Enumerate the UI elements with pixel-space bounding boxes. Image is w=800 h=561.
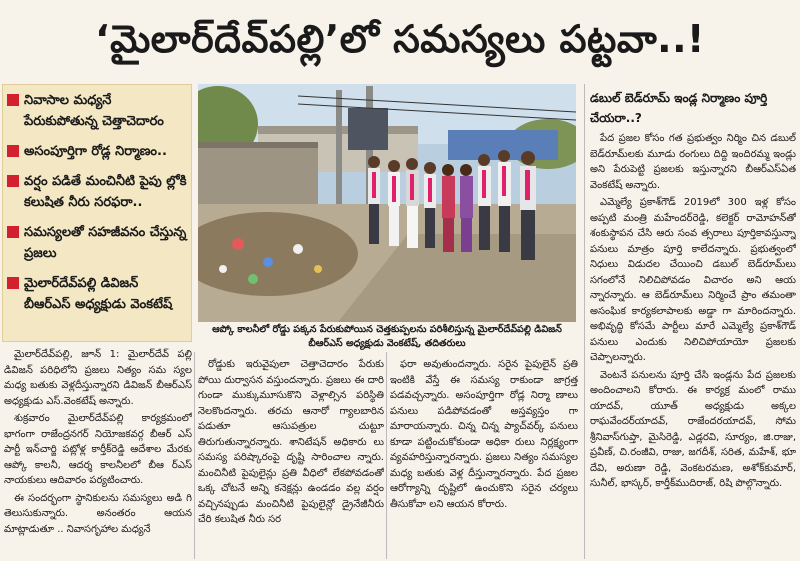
highlight-item [7,273,187,315]
article-column-2 [198,357,384,559]
article-column-4 [590,131,796,559]
article-paragraph: వెంటనే పనులను పూర్తి చేసి ఇండ్లను పేద ప్రజలకు అందించాలని కోరారు. ఈ కార్యక్ర మంలో రాము యాదవ్, యూత్ అధ్యక్షుడు అక్కల రాఘవేందర్‌యాదవ్, రాజేందరయాదవ్, సోమ శ్రీనివాస్‌గుప్తా, మైసిరెడ్డి, ఎడ్లరవి, సూర్యం, జి.రాజు, ప్రవీణ్, చి.రంజీవి, రాజు, జగదీశ్, సరిత, మహేశ్, భూ దేవి, అరుణా రెడ్డి, వెంకటరమణ, అశోక్‌కుమార్, సునీల్, భాస్కర్, కార్తీక్‌ముదిరాజ్, రిషి పొల్గొన్నారు. [590,369,796,489]
article-paragraph: రోడ్డుకు ఇరువైపులా చెత్తాచెదారం పేరుకు పోయి దుర్వాసన వస్తుందన్నారు. ప్రజలు ఈ దారి గుండా ముక్కుమూసుకొని వెళ్లాల్సిన పరిస్థితి నెలకొందన్నారు. తరచు ఆనారో గ్యాలబారిన పడుతూ ఆసుపత్రుల చుట్టూ తిరుగుతున్నారన్నారు. శానిటేషన్ అధికారు లు సమస్య పరిష్కారంపై దృష్టి సారించాల న్నారు. మంచినీటి పైపులైన్లు ప్రతి వీధిలో లేకపోవడంతో ఒక్క చోటనే అన్ని కనెక్షన్లు ఉండడం వల్ల వర్షం వచ్చినప్పుడు మంచినీటి పైపులైన్లో డ్రైనేజీనీరు చేరి కలుషిత నీరు సర [198,359,384,525]
photo-illustration [198,84,576,322]
bullet-square-icon [7,277,19,289]
compound-wall [198,142,318,214]
sidebar-heading: డబుల్ బెడ్‌రూమ్ ఇండ్ల నిర్మాణం పూర్తి చేయరా..? [590,91,768,125]
article-column-1 [4,347,192,559]
highlight-text: వర్షం పడితే మంచినీటి పైపు ల్లోకి కలుషిత నీరు సరఫరా.. [24,174,187,210]
column-divider [386,352,387,559]
article-column-3 [390,357,578,559]
highlights-box [2,84,192,342]
bullet-square-icon [7,145,19,157]
bullet-square-icon [7,175,19,187]
article-paragraph: పేద ప్రజల కోసం గత ప్రభుత్వం నిర్మిం చిన డబుల్ బెడ్‌రూమ్‌లకు మూడు రంగులు దిద్ది ఇందిరమ్మ ఇండ్లు అని పేరుపెట్టి ప్రజలకు ఇస్తున్నారని బీఆర్‌ఎస్‌ఏత వెంకటేష్ అన్నారు. [590,133,796,191]
highlight-item [7,222,187,264]
transformer [348,108,388,150]
article-paragraph: ఎమ్మెల్యే ప్రకాశ్‌గౌడ్ 2019లో 300 ఇళ్ల కోసం అప్పటి మంత్రి మహేందర్‌రెడ్డి, కలెక్టర్ రామోహన్‌తో శంకుస్థాపన చేసి ఆరు సంవ త్సరాలు పూర్తికావస్తున్నా పనులు మాత్రం పూర్తి కాలేదన్నారు. ప్రభుత్వంలో నిధులు విడుదల చేయించి డబుల్ బెడ్‌రూమ్‌లు సగంలోనే నిలిచిపోవడం విచారం అని ఆయ న్నారన్నారు. ఆ బెడ్‌రూమ్‌లు నిర్మించే ప్రాం తమంతా అసంఘిక కార్యకలాపాలకు అడ్డా గా మారిందన్నారు. అభివృద్ధి కోసమే పార్టీలు మారే ఎమ్మెల్యే ప్రకాశ్‌గౌడ్ పనులు ఎందుకు నిలిచిపోయాయో ప్రజలకు చెప్పాలన్నారు. [590,197,796,363]
highlight-text: అసంపూర్తిగా రోడ్ల నిర్మాణం.. [24,144,167,159]
article-paragraph: మైలార్‌దేవ్‌పల్లి, జూన్ 1: మైలార్‌దేవ్ పల్లి డివిజన్ పరిధిలోని ప్రజలు నిత్యం సమ స్యల మధ్య బతుకు వెళ్లదీస్తున్నారని డివిజన్ బీఆర్‌ఎస్ అధ్యక్షుడు ఎస్.వెంకటేష్ అన్నారు. [4,349,192,407]
bullet-square-icon [7,226,19,238]
highlight-text: సమస్యలతో సహజీవనం చేస్తున్న ప్రజలు [24,225,187,261]
column-divider [194,352,195,559]
news-photo [198,84,576,322]
photo-caption: ఆప్కో కాలనీలో రోడ్డు పక్కన పేరుకుపోయిన చెత్తకుప్పలను పరిశీలిస్తున్న మైలార్‌దేవ్‌పల్లి డివిజన్ బీఆర్‌ఎస్ అధ్యక్షుడు వెంకటేష్, తదితరులు [212,324,562,349]
bullet-square-icon [7,94,19,106]
article-paragraph: శుక్రవారం మైలార్‌దేవ్‌పల్లి కార్యక్రమంలో భాగంగా రాజేంద్రనగర్ నియోజకవర్గ బీఆర్ ఎస్ పార్టీ ఇన్‌చార్జి పట్లోళ్ల కార్తీక్‌రెడ్డి ఆదేశాల మేరకు ఆప్కో కాలనీ, ఆదర్శ కాలనీలలో బీఆ ర్‌ఎస్ నాయకులు ఆదివారం పర్యటించారు. [4,413,192,486]
article-paragraph: ఈ సందర్భంగా స్థానికులను సమస్యలు అడి గి తెలుసుకున్నారు. అనంతరం ఆయన మాట్లాడుతూ .. నివాసగృహాల మధ్యనే [4,492,192,535]
article-paragraph: ఫరా అవుతుందన్నారు. సరైన పైపులైన్ ప్రతి ఇంటికి వేస్తే ఈ సమస్య రాకుండా జాగ్రత్త పడవచ్చన్నారు. అసంపూర్తిగా రోడ్ల నిర్మా ణాలు పనులు పడిపోవడంతో అస్తవ్యస్తం గా మారాయన్నారు. చిన్న చిన్న ప్యాచ్‌వర్క్ పనులు కూడా పట్టించుకోకుండా అధికా రులు నిర్లక్ష్యంగా వ్యవహరిస్తున్నారన్నారు. ప్రజలు నిత్యం సమస్యల మధ్య బతుకు వెళ్ల దీస్తున్నారన్నారు. పేద ప్రజల ఆరోగ్యాన్ని దృష్టిలో ఉంచుకొని సరైన చర్యలు తీసుకోవా లని ఆయన కోరారు. [390,359,578,510]
highlight-text: నివాసాల మధ్యనే పేరుకుపోతున్న చెత్తాచెదారం [24,93,164,129]
highlight-item [7,90,187,132]
highlight-item [7,141,187,162]
highlight-item [7,171,187,213]
highlight-text: మైలార్‌దేవ్‌పల్లి డివిజన్ బీఆర్‌ఎస్ అధ్యక్షుడు వెంకటేష్ [24,276,173,312]
headline: ‘మైలార్‌దేవ్‌పల్లి’లో సమస్యలు పట్టవా..! [95,17,705,61]
column-divider [584,84,585,559]
